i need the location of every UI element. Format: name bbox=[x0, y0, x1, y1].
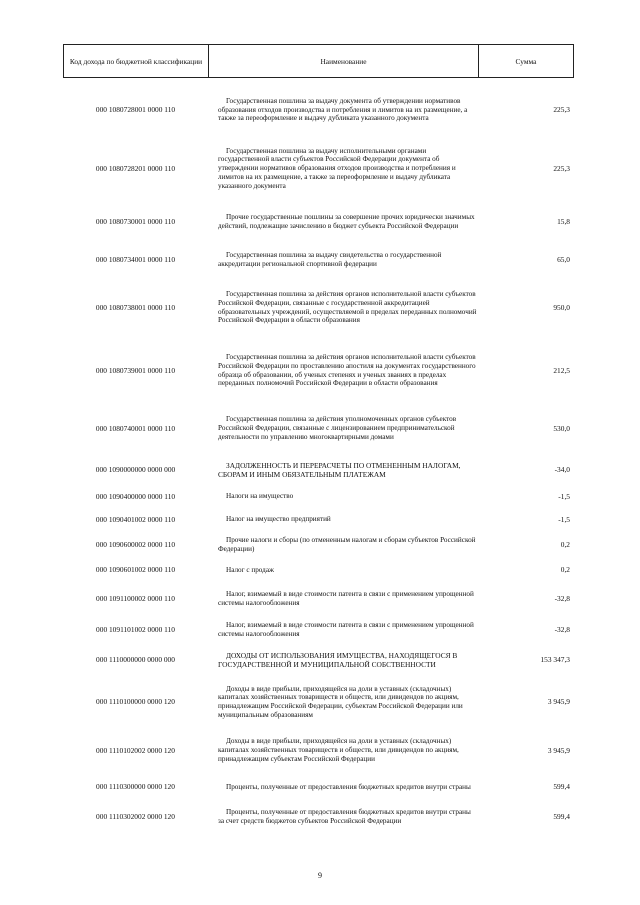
income-name: Доходы в виде прибыли, приходящейся на доли в уставных (складочных) капиталах хозяйственных товариществ и обществ, или дивидендов по акциям, принадлежащим Российской Федерации, субъектам Российской Федерации или муниципальным образованиям bbox=[218, 684, 463, 719]
table-row bbox=[63, 645, 573, 675]
income-code: 000 1091101002 0000 110 bbox=[96, 625, 175, 634]
table-row bbox=[63, 455, 573, 485]
header-sum-column: Сумма bbox=[479, 45, 574, 78]
income-name: Налог с продаж bbox=[226, 565, 274, 574]
table-header bbox=[63, 44, 574, 78]
income-code: 000 1110300000 0000 120 bbox=[96, 782, 175, 791]
income-name: Государственная пошлина за выдачу документа об утверждении нормативов образования отходов производства и потребления и лимитов на их размещение, а также за переоформление и выдачу дубликата указанного документа bbox=[218, 96, 468, 123]
table-row bbox=[63, 243, 573, 276]
table-row bbox=[63, 508, 573, 531]
income-sum: 3 945,9 bbox=[547, 697, 570, 706]
income-name: Налог, взимаемый в виде стоимости патента в связи с применением упрощенной системы налогообложения bbox=[218, 589, 474, 607]
income-code: 000 1080738001 0000 110 bbox=[95, 302, 176, 312]
income-name: Налог, взимаемый в виде стоимости патента в связи с применением упрощенной системы налогообложения bbox=[218, 621, 474, 638]
income-sum: 950,0 bbox=[553, 302, 570, 312]
table-row bbox=[63, 201, 573, 243]
table-row bbox=[63, 339, 573, 402]
income-sum: 599,4 bbox=[553, 782, 570, 791]
income-sum: -1,5 bbox=[558, 514, 570, 524]
table-row bbox=[63, 615, 573, 645]
income-code: 000 1110302002 0000 120 bbox=[96, 812, 175, 821]
income-code: 000 1091100002 0000 110 bbox=[96, 593, 175, 603]
table-body bbox=[63, 84, 573, 832]
income-name: Прочие налоги и сборы (по отмененным налогам и сборам субъектов Российской Федерации) bbox=[218, 535, 476, 553]
income-name: Прочие государственные пошлины за совершение прочих юридически значимых действий, подлежащие зачислению в бюджет субъекта Российской Федерации bbox=[218, 213, 475, 230]
income-code: 000 1090000000 0000 000 bbox=[95, 465, 176, 474]
income-sum: 225,3 bbox=[553, 105, 570, 114]
income-sum: -32,8 bbox=[554, 625, 570, 634]
income-sum: 15,8 bbox=[557, 217, 570, 226]
income-code: 000 1110000000 0000 000 bbox=[96, 655, 175, 664]
table-row bbox=[63, 675, 573, 729]
income-name: Государственная пошлина за выдачу исполнительными органами государственной власти субъектов Российской Федерации документа об утверждении нормативов образования отходов производства и потребления и лимитов на их размещение, а также за переоформление и выдачу дубликата указанного документа bbox=[218, 146, 456, 190]
income-sum: 599,4 bbox=[553, 812, 570, 821]
income-name: Государственная пошлина за действия органов исполнительной власти субъектов Российской Федерации по проставлению апостиля на документах государственного образца об образовании, об ученых степенях и ученых званиях в пределах переданных полномочий Российской Федерации в области образования bbox=[218, 353, 476, 388]
income-code: 000 1090401002 0000 110 bbox=[95, 514, 176, 524]
income-sum: 0,2 bbox=[560, 565, 570, 574]
income-code: 000 1080734001 0000 110 bbox=[95, 254, 176, 264]
income-sum: 3 945,9 bbox=[547, 745, 570, 755]
income-name: Проценты, полученные от предоставления бюджетных кредитов внутри страны bbox=[226, 782, 471, 791]
table-row bbox=[63, 531, 573, 558]
income-code: 000 1110100000 0000 120 bbox=[96, 697, 175, 706]
table-row bbox=[63, 136, 573, 201]
income-sum: 212,5 bbox=[553, 365, 570, 375]
income-code: 000 1080730001 0000 110 bbox=[95, 217, 176, 226]
table-row bbox=[63, 558, 573, 582]
income-sum: 225,3 bbox=[553, 163, 570, 173]
income-name: Проценты, полученные от предоставления бюджетных кредитов внутри страны за счет средств бюджетов субъектов Российской Федерации bbox=[218, 808, 471, 825]
table-row bbox=[63, 276, 573, 339]
table-row bbox=[63, 772, 573, 802]
income-sum: 153 347,3 bbox=[540, 655, 570, 664]
income-code: 000 1090600002 0000 110 bbox=[95, 539, 176, 549]
income-sum: 0,2 bbox=[560, 539, 570, 549]
income-name: Государственная пошлина за действия уполномоченных органов субъектов Российской Федерации, связанные с лицензированием предпринимательской деятельности по управлению многоквартирными домами bbox=[218, 415, 457, 441]
table-row bbox=[63, 802, 573, 832]
income-name: Доходы в виде прибыли, приходящейся на доли в уставных (складочных) капиталах хозяйственных товариществ и обществ, или дивидендов по акциям, принадлежащим субъектам Российской Федерации bbox=[218, 737, 459, 763]
income-code: 000 1090400000 0000 110 bbox=[95, 491, 176, 501]
income-name: Налоги на имущество bbox=[226, 492, 294, 501]
income-sum: -32,8 bbox=[554, 593, 570, 603]
income-name: Налог на имущество предприятий bbox=[226, 515, 331, 524]
income-name: Государственная пошлина за выдачу свидетельства о государственной аккредитации региональной спортивной федерации bbox=[218, 250, 442, 268]
income-sum: -34,0 bbox=[554, 465, 570, 474]
income-code: 000 1090601002 0000 110 bbox=[95, 565, 176, 574]
income-code: 000 1110102002 0000 120 bbox=[96, 745, 175, 755]
income-sum: 530,0 bbox=[553, 423, 570, 433]
income-code: 000 1080740001 0000 110 bbox=[95, 423, 176, 433]
income-name: ЗАДОЛЖЕННОСТЬ И ПЕРЕРАСЧЕТЫ ПО ОТМЕНЕННЫМ НАЛОГАМ, СБОРАМ И ИНЫМ ОБЯЗАТЕЛЬНЫМ ПЛАТЕЖАМ bbox=[218, 461, 461, 479]
table-row bbox=[63, 485, 573, 508]
income-sum: 65,0 bbox=[557, 254, 570, 264]
income-code: 000 1080728001 0000 110 bbox=[95, 105, 176, 114]
header-name-column: Наименование bbox=[209, 45, 479, 78]
table-row bbox=[63, 729, 573, 772]
income-name: Государственная пошлина за действия органов исполнительной власти субъектов Российской Федерации, связанные с государственной аккредитацией образовательных учреждений, осуществляемой в пределах переданных полномочий Российской Федерации в области образования bbox=[218, 290, 477, 325]
income-code: 000 1080739001 0000 110 bbox=[95, 365, 176, 375]
header-code-column: Код дохода по бюджетной классификации bbox=[64, 45, 209, 78]
income-code: 000 1080728201 0000 110 bbox=[95, 163, 176, 173]
table-row bbox=[63, 402, 573, 455]
table-row bbox=[63, 84, 573, 136]
income-sum: -1,5 bbox=[558, 491, 570, 501]
page-number: 9 bbox=[318, 871, 322, 880]
income-name: ДОХОДЫ ОТ ИСПОЛЬЗОВАНИЯ ИМУЩЕСТВА, НАХОДЯЩЕГОСЯ В ГОСУДАРСТВЕННОЙ И МУНИЦИПАЛЬНОЙ СОБСТВЕННОСТИ bbox=[218, 651, 458, 669]
table-row bbox=[63, 582, 573, 615]
